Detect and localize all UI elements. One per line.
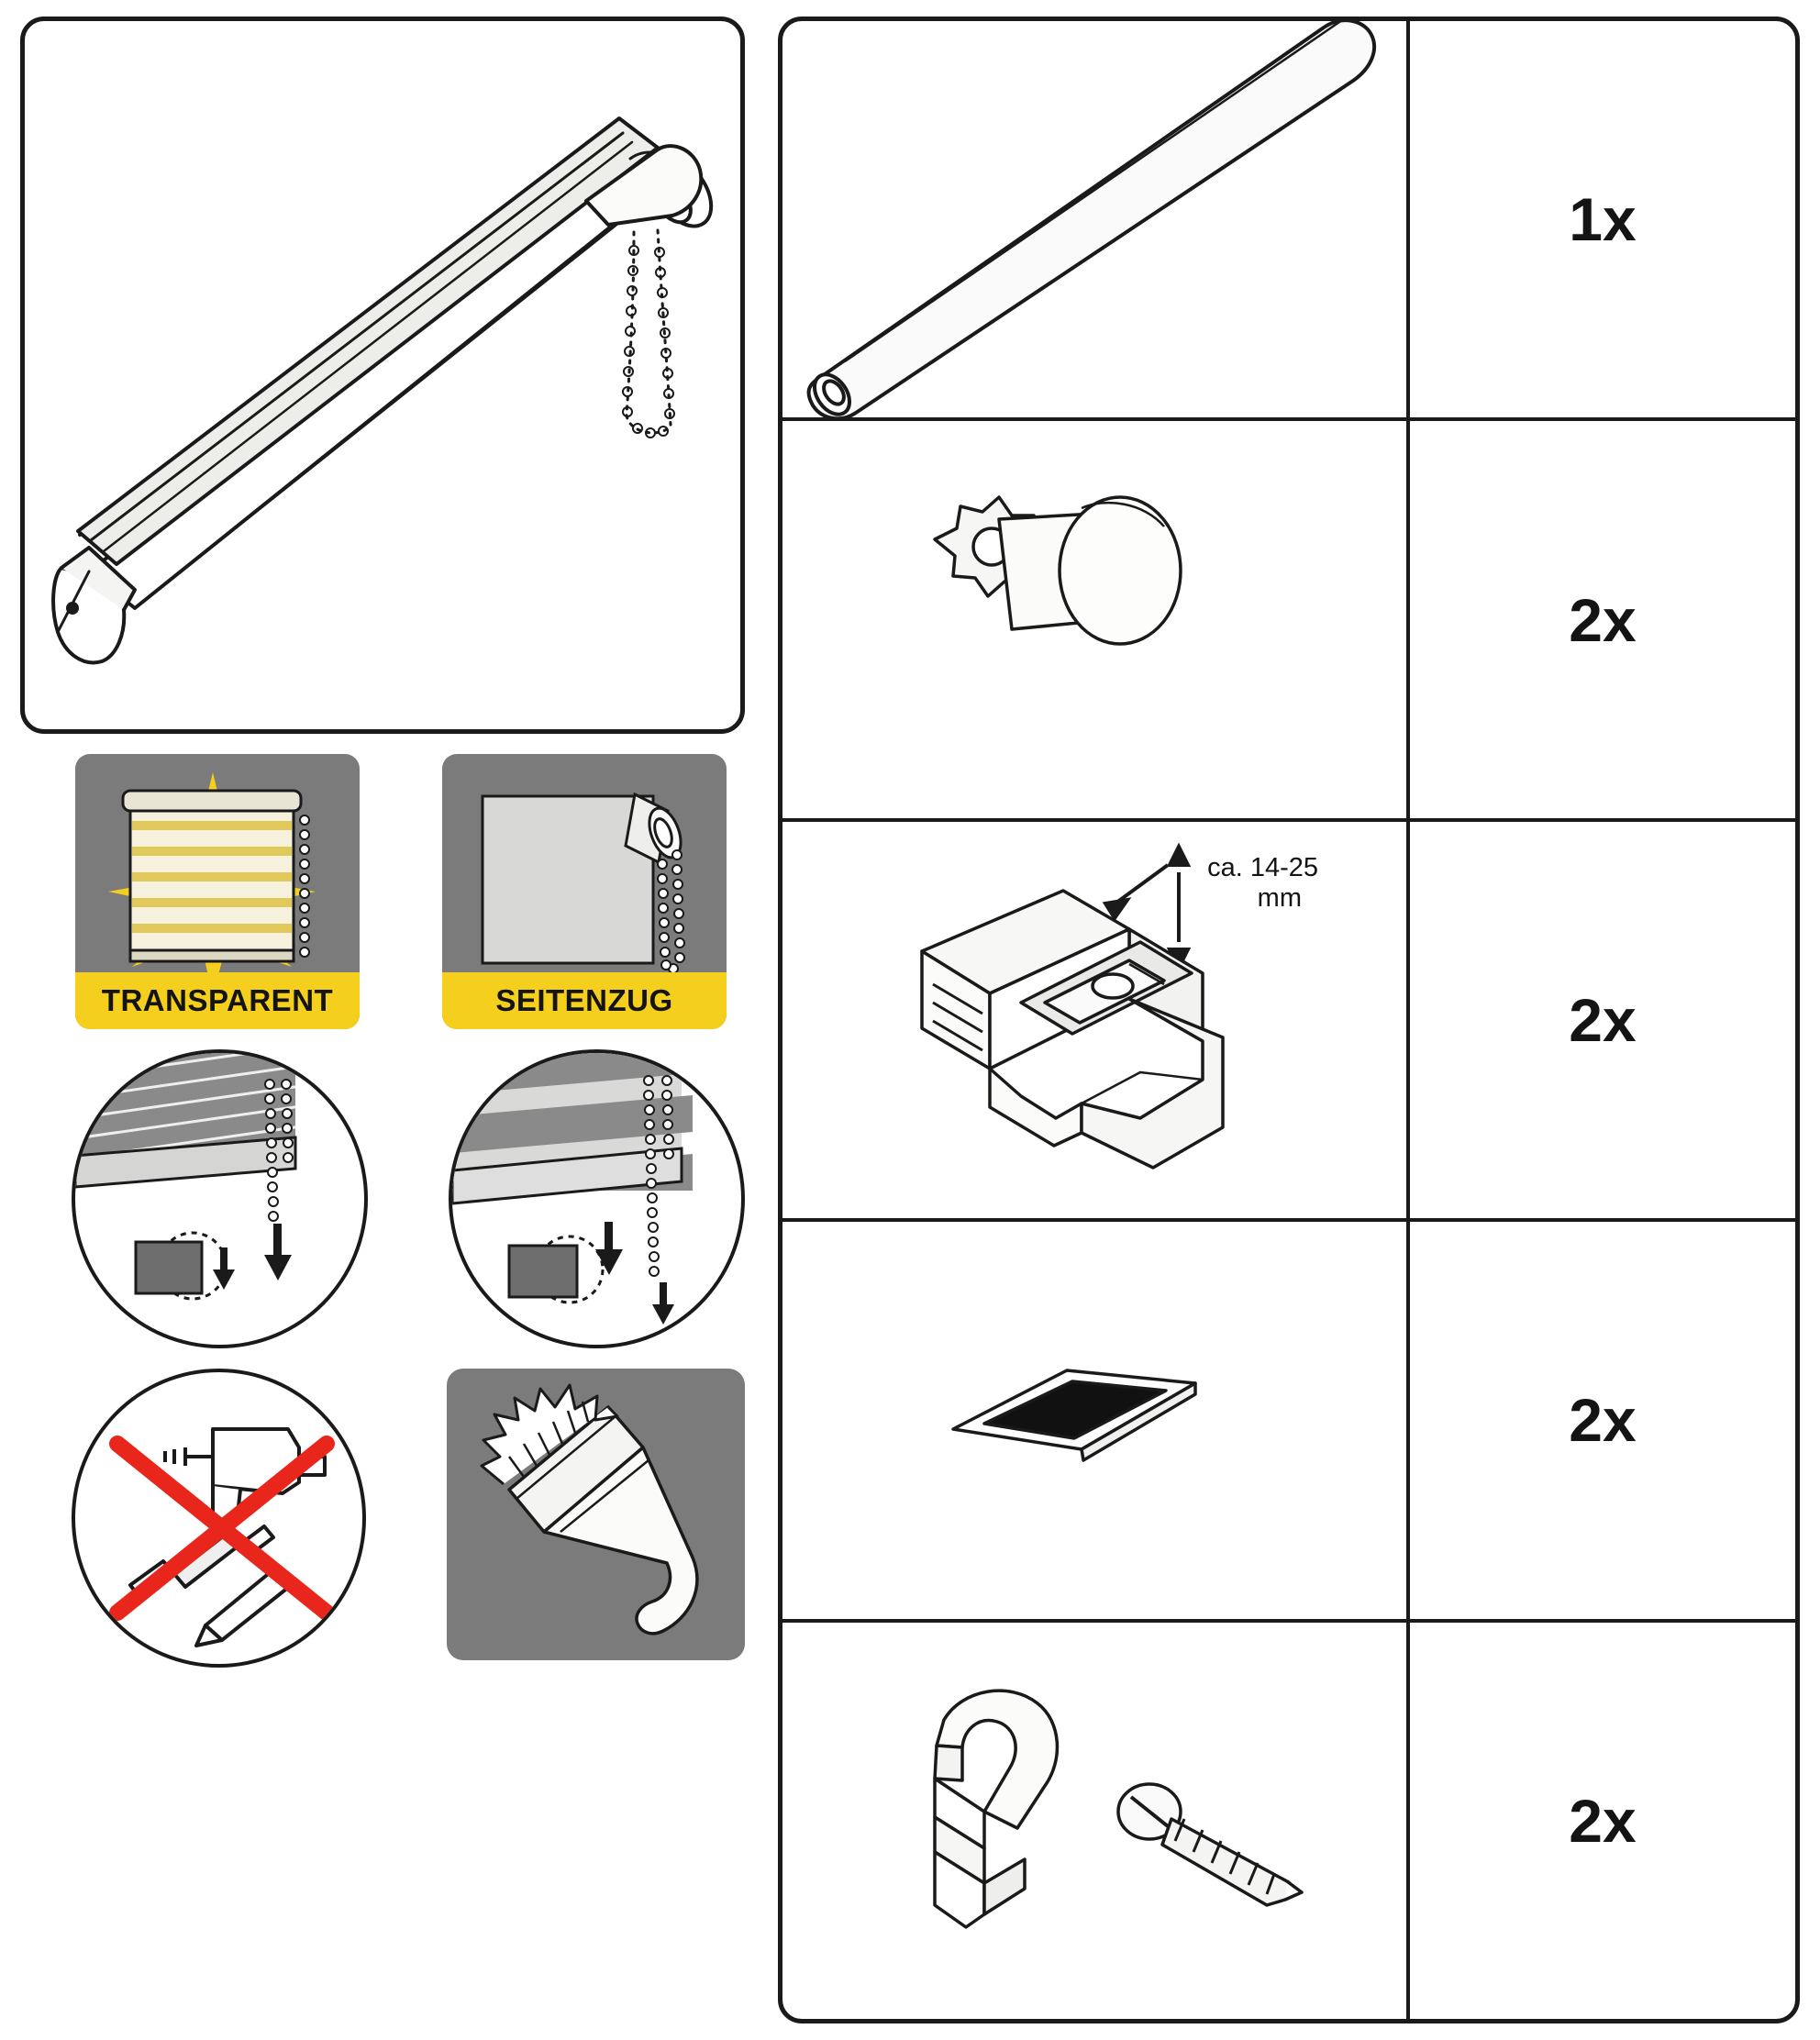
part-qty-end-cap: 2x: [1569, 585, 1637, 654]
table-row: [782, 421, 1795, 821]
operation-circle-row: [20, 1049, 745, 1348]
notes-row: [20, 1369, 745, 1668]
part-figure-adhesive-pad: [782, 1222, 1410, 1618]
clamp-dimension-line1: ca. 14-25: [1207, 852, 1318, 882]
table-row: [782, 1222, 1795, 1622]
roller-blind-drawing: [25, 21, 740, 729]
part-figure-end-cap: [782, 421, 1410, 817]
part-qty-adhesive-pad: 2x: [1569, 1386, 1637, 1455]
adhesive-pad-icon: [920, 1328, 1269, 1512]
no-drilling-icon: [75, 1372, 366, 1664]
table-row: [782, 21, 1795, 421]
feature-label-transparent: TRANSPARENT: [75, 972, 360, 1029]
table-row: [782, 1623, 1795, 2019]
part-qty-clamp-bracket: 2x: [1569, 986, 1637, 1055]
roller-tube-icon: [792, 21, 1397, 417]
part-qty-roller-tube: 1x: [1569, 185, 1637, 254]
blind-chain-operation-right-icon: [452, 1053, 744, 1345]
product-illustration-panel: [20, 17, 745, 734]
part-figure-clamp-bracket: [782, 822, 1410, 1218]
operation-circle-right: [449, 1049, 745, 1348]
table-row: [782, 822, 1795, 1222]
feature-row: [20, 754, 745, 1029]
operation-circle-left: [72, 1049, 368, 1348]
part-figure-roller-tube: [782, 21, 1410, 417]
end-cap-plug-icon: [911, 482, 1278, 758]
clamp-dimension-line2: mm: [1257, 882, 1302, 913]
feature-tile-transparent: [75, 754, 360, 1029]
chain-holder-screw-icon: [856, 1665, 1333, 1977]
note-no-drilling: [72, 1369, 366, 1668]
blind-chain-operation-left-icon: [75, 1053, 367, 1345]
part-figure-chain-holder: [782, 1623, 1410, 2019]
feature-label-seitenzug: SEITENZUG: [442, 972, 727, 1029]
left-column: [20, 17, 745, 2023]
cleaning-brush-icon: [447, 1369, 745, 1660]
note-cleaning-brush: [447, 1369, 745, 1660]
part-qty-chain-holder: 2x: [1569, 1786, 1637, 1855]
parts-list-table: [778, 17, 1800, 2023]
feature-tile-seitenzug: [442, 754, 727, 1029]
